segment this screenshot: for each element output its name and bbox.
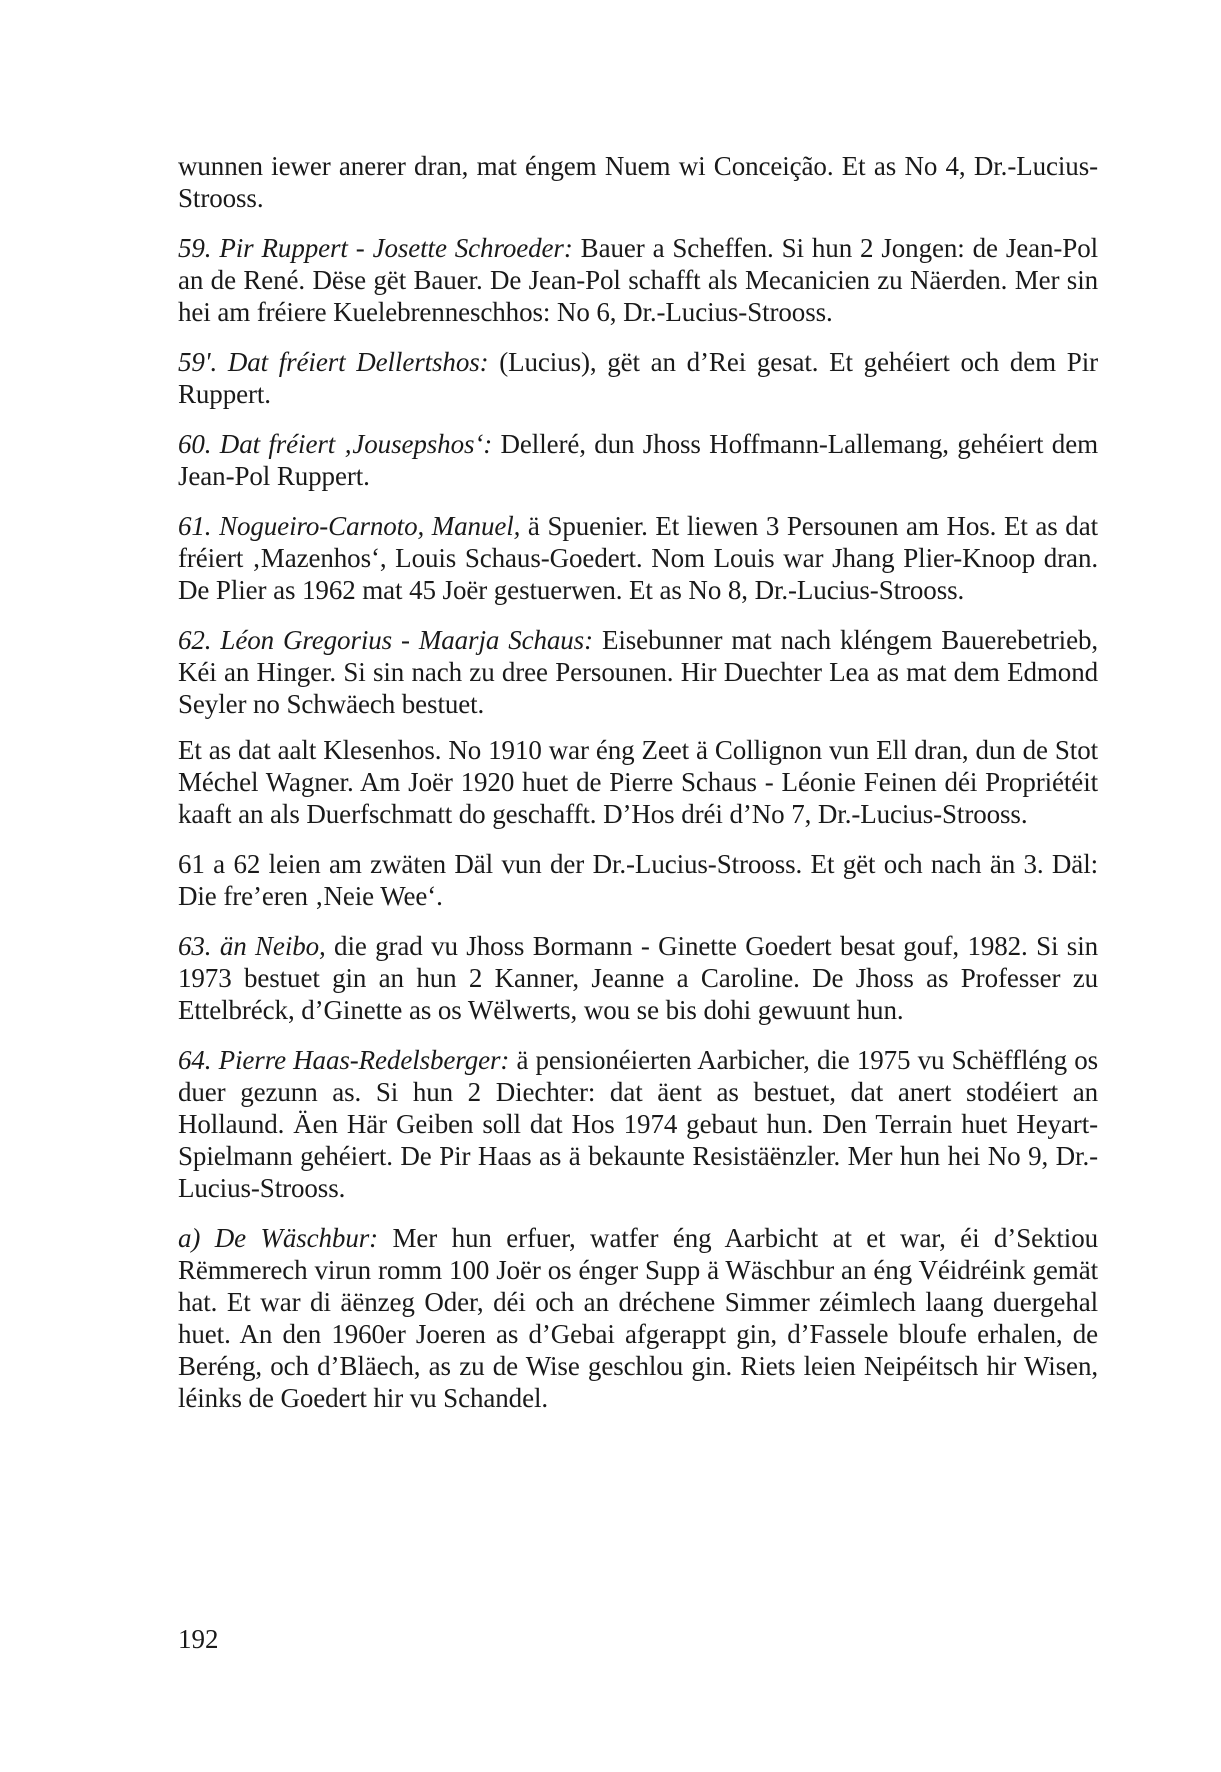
paragraph-text: Et as dat aalt Klesenhos. No 1910 war éng Zeet ä Collignon vun Ell dran, dun de Stot Méchel Wagner. Am Joër 1920 huet de Pierre Schaus - Léonie Feinen déi Propriétéit kaaft an als Duerfschmatt do geschafft. D’Hos dréi d’No 7, Dr.-Lucius-Strooss. — [178, 735, 1098, 829]
paragraph-continuation — [178, 150, 1098, 214]
entry-label: a) De Wäschbur: — [178, 1223, 379, 1253]
entry-label: 59'. Dat fréiert Dellertshos: — [178, 347, 489, 377]
entry-59 — [178, 232, 1098, 328]
entry-waeschbur — [178, 1222, 1098, 1414]
entry-label: 60. Dat fréiert ‚Jousepshos‘: — [178, 429, 493, 459]
entry-label: 59. Pir Ruppert - Josette Schroeder: — [178, 233, 573, 263]
paragraph-text: 61 a 62 leien am zwäten Däl vun der Dr.-Lucius-Strooss. Et gët och nach än 3. Däl: Die fre’eren ‚Neie Wee‘. — [178, 849, 1098, 911]
entry-text: ä Spuenier. Et liewen 3 Persounen am Hos. Et as dat fréiert ‚Mazenhos‘, Louis Schaus-Goedert. Nom Louis war Jhang Plier-Knoop dran. De Plier as 1962 mat 45 Joër gestuerwen. Et as No 8, Dr.-Lucius-Strooss. — [178, 511, 1098, 605]
entry-text: ä pensionéierten Aarbicher, die 1975 vu Schëffléng os duer gezunn as. Si hun 2 Diechter: dat äent as bestuet, dat anert stodéiert an Hollaund. Äen Här Geiben soll dat Hos 1974 gebaut hun. Den Terrain huet Heyart-Spielmann gehéiert. De Pir Haas as ä bekaunte Resistäënzler. Mer hun hei No 9, Dr.-Lucius-Strooss. — [178, 1045, 1099, 1203]
page-number: 192 — [178, 1624, 219, 1654]
entry-63 — [178, 930, 1098, 1026]
entry-text: (Lucius), gët an d’Rei gesat. Et gehéiert och dem Pir Ruppert. — [178, 347, 1098, 409]
entry-62 — [178, 624, 1098, 720]
paragraph-daelen — [178, 848, 1098, 912]
entry-text: Delleré, dun Jhoss Hoffmann-Lallemang, gehéiert dem Jean-Pol Ruppert. — [178, 429, 1098, 491]
entry-label: 63. än Neibo, — [178, 931, 326, 961]
entry-label: 61. Nogueiro-Carnoto, Manuel, — [178, 511, 521, 541]
entry-61 — [178, 510, 1098, 606]
entry-text: Bauer a Scheffen. Si hun 2 Jongen: de Jean-Pol an de René. Dëse gët Bauer. De Jean-Pol schafft als Mecanicien zu Näerden. Mer sin hei am fréiere Kuelebrenneschhos: No 6, Dr.-Lucius-Strooss. — [178, 233, 1098, 327]
entry-text: Mer hun erfuer, watfer éng Aarbicht at et war, éi d’Sektiou Rëmmerech virun romm 100 Joër os énger Supp ä Wäschbur an éng Véidréink gemät hat. Et war di äënzeg Oder, déi och an dréchene Simmer zéimlech laang duergehal huet. An den 1960er Joeren as d’Gebai afgerappt gin, d’Fassele bloufe erhalen, de Beréng, och d’Bläech, as zu de Wise geschlou gin. Riets leien Neipéitsch hir Wisen, léinks de Goedert hir vu Schandel. — [178, 1223, 1098, 1413]
entry-text: Eisebunner mat nach kléngem Bauerebetrieb, Kéi an Hinger. Si sin nach zu dree Persounen. Hir Duechter Lea as mat dem Edmond Seyler no Schwäech bestuet. — [178, 625, 1099, 719]
entry-label: 62. Léon Gregorius - Maarja Schaus: — [178, 625, 593, 655]
paragraph-text: wunnen iewer anerer dran, mat éngem Nuem wi Conceição. Et as No 4, Dr.-Lucius-Strooss. — [178, 151, 1098, 213]
page-body — [178, 150, 1098, 1432]
entry-text: die grad vu Jhoss Bormann - Ginette Goedert besat gouf, 1982. Si sin 1973 bestuet gin an hun 2 Kanner, Jeanne a Caroline. De Jhoss as Professer zu Ettelbréck, d’Ginette as os Wëlwerts, wou se bis dohi gewuunt hun. — [178, 931, 1098, 1025]
entry-label: 64. Pierre Haas-Redelsberger: — [178, 1045, 510, 1075]
entry-64 — [178, 1044, 1098, 1204]
entry-60 — [178, 428, 1098, 492]
paragraph-klesenhos — [178, 734, 1098, 830]
entry-59-prime — [178, 346, 1098, 410]
